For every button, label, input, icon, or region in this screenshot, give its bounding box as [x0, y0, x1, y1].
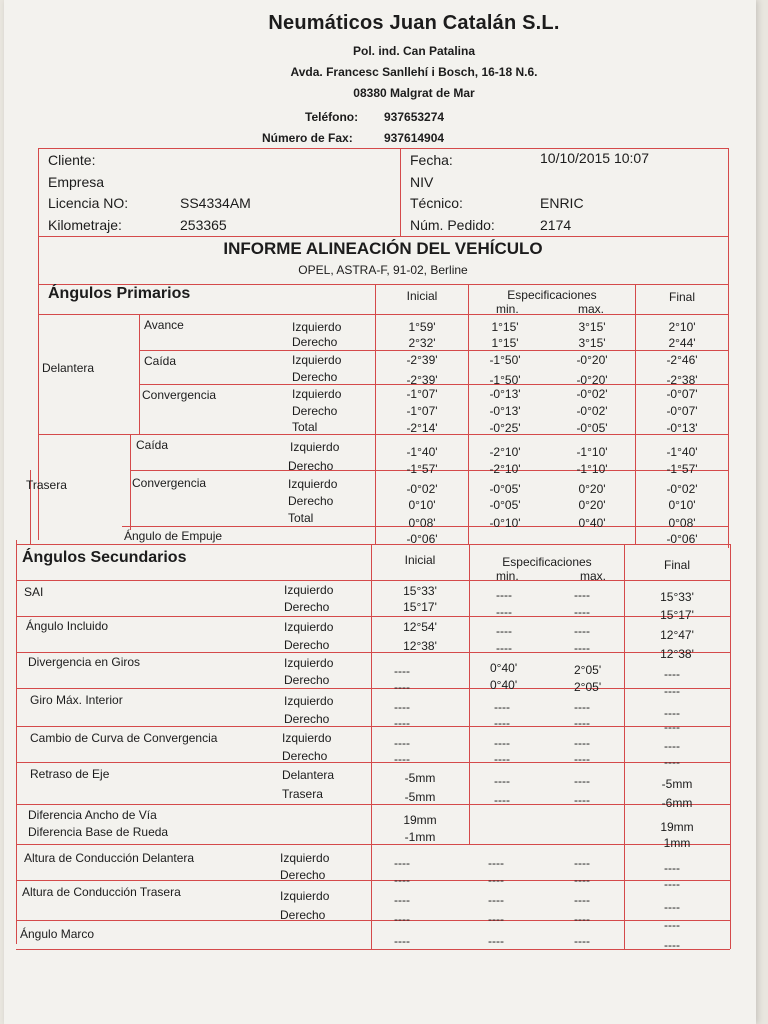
tecnico-value: ENRIC — [540, 195, 584, 211]
side-derecho: Derecho — [284, 712, 330, 726]
empty-dash: ---- — [574, 934, 590, 948]
diferencia-inicial-ancho: 19mm — [403, 813, 437, 827]
label-delantera: Delantera — [42, 361, 95, 375]
side-izquierdo: Izquierdo — [284, 620, 334, 634]
header-inicial: Inicial — [404, 553, 436, 567]
retraso-inicial-del: -5mm — [404, 771, 436, 785]
empty-dash: ---- — [664, 684, 680, 698]
divergencia-min-izq: 0°40' — [490, 661, 518, 675]
empty-dash: ---- — [574, 736, 590, 750]
side-delantera: Delantera — [282, 768, 335, 782]
address-line: Pol. ind. Can Patalina — [352, 44, 476, 58]
sai-inicial-izq: 15°33' — [403, 584, 437, 598]
primary-ini-value: 0°10' — [408, 498, 436, 512]
primary-max-value: 0°20' — [578, 498, 606, 512]
primary-fin-value: 2°44' — [668, 336, 696, 350]
primary-ini-value: -1°57' — [406, 462, 438, 476]
side-derecho: Derecho — [284, 673, 330, 687]
primary-min-value: 1°15' — [491, 336, 519, 350]
divergencia-max-der: 2°05' — [574, 680, 602, 694]
retraso-final-del: -5mm — [661, 777, 693, 791]
empty-dash: ---- — [664, 755, 680, 769]
empty-dash: ---- — [574, 912, 590, 926]
label-caida: Caída — [144, 354, 177, 368]
address-line: 08380 Malgrat de Mar — [353, 86, 475, 100]
empty-dash: ---- — [494, 736, 510, 750]
phone-label: Teléfono: — [305, 110, 359, 124]
label-avance: Avance — [144, 318, 184, 332]
primary-min-value: -0°05' — [489, 498, 521, 512]
primary-fin-value: -1°57' — [666, 462, 698, 476]
primary-fin-value: -2°46' — [666, 353, 698, 367]
km-label: Kilometraje: — [48, 217, 122, 233]
empty-dash: ---- — [664, 739, 680, 753]
primary-fin-value: 0°08' — [668, 516, 696, 530]
primary-fin-value: -0°02' — [666, 482, 698, 496]
header-especificaciones: Especificaciones — [502, 555, 592, 569]
empty-dash: ---- — [394, 736, 410, 750]
side-izquierdo: Izquierdo — [292, 387, 342, 401]
empty-dash: ---- — [664, 667, 680, 681]
empty-dash: ---- — [494, 716, 510, 730]
empty-dash: ---- — [488, 893, 504, 907]
diferencia-inicial-base: -1mm — [404, 830, 436, 844]
empty-dash: ---- — [496, 588, 512, 602]
sai-inicial-der: 15°17' — [403, 600, 437, 614]
empty-dash: ---- — [574, 774, 590, 788]
divergencia-min-der: 0°40' — [490, 678, 518, 692]
primary-max-value: -0°02' — [576, 404, 608, 418]
primary-min-value: 1°15' — [491, 320, 519, 334]
report-sheet — [4, 0, 756, 1024]
label-angulo-incluido: Ángulo Incluido — [26, 619, 109, 633]
empty-dash: ---- — [574, 716, 590, 730]
label-divergencia-giros: Divergencia en Giros — [28, 655, 141, 669]
empty-dash: ---- — [496, 641, 512, 655]
header-final: Final — [663, 558, 690, 572]
empty-dash: ---- — [488, 934, 504, 948]
empty-dash: ---- — [664, 720, 680, 734]
primary-ini-value: 2°32' — [408, 336, 436, 350]
primary-min-value: -0°13' — [489, 387, 521, 401]
empty-dash: ---- — [664, 938, 680, 952]
label-retraso-eje: Retraso de Eje — [30, 767, 110, 781]
empty-dash: ---- — [664, 877, 680, 891]
label-giro-max-interior: Giro Máx. Interior — [30, 693, 123, 707]
empty-dash: ---- — [394, 873, 410, 887]
empty-dash: ---- — [394, 752, 410, 766]
side-izquierdo: Izquierdo — [282, 731, 332, 745]
fecha-value: 10/10/2015 10:07 — [540, 150, 649, 166]
empty-dash: ---- — [496, 605, 512, 619]
empty-dash: ---- — [574, 605, 590, 619]
empty-dash: ---- — [574, 793, 590, 807]
empty-dash: ---- — [574, 641, 590, 655]
side-derecho: Derecho — [288, 494, 334, 508]
side-izquierdo: Izquierdo — [288, 477, 338, 491]
primary-max-value: -0°05' — [576, 421, 608, 435]
empty-dash: ---- — [394, 700, 410, 714]
primary-min-value: -0°25' — [489, 421, 521, 435]
empty-dash: ---- — [394, 856, 410, 870]
retraso-inicial-tra: -5mm — [404, 790, 436, 804]
side-derecho: Derecho — [292, 335, 338, 349]
side-derecho: Derecho — [292, 404, 338, 418]
empty-dash: ---- — [664, 706, 680, 720]
primary-max-value: -1°10' — [576, 462, 608, 476]
header-max: max. — [578, 302, 605, 316]
incluido-final-der: 12°38' — [660, 647, 694, 661]
incluido-inicial-izq: 12°54' — [403, 620, 437, 634]
retraso-final-tra: -6mm — [661, 796, 693, 810]
empty-dash: ---- — [494, 700, 510, 714]
primary-ini-value: -1°40' — [406, 445, 438, 459]
empty-dash: ---- — [664, 861, 680, 875]
empty-dash: ---- — [496, 624, 512, 638]
empty-dash: ---- — [574, 588, 590, 602]
report-title: INFORME ALINEACIÓN DEL VEHÍCULO — [223, 239, 543, 258]
primary-ini-value: -2°39' — [406, 373, 438, 387]
side-derecho: Derecho — [282, 749, 328, 763]
primary-min-value: -2°10' — [489, 462, 521, 476]
pedido-value: 2174 — [540, 217, 572, 233]
side-derecho: Derecho — [284, 638, 330, 652]
side-izquierdo: Izquierdo — [284, 656, 334, 670]
empty-dash: ---- — [574, 700, 590, 714]
empty-dash: ---- — [394, 934, 410, 948]
side-derecho: Derecho — [280, 868, 326, 882]
company-name: Neumáticos Juan Catalán S.L. — [268, 12, 560, 34]
primary-max-value: 0°40' — [578, 516, 606, 530]
side-derecho: Derecho — [284, 600, 330, 614]
pedido-label: Núm. Pedido: — [410, 217, 495, 233]
label-altura-trasera: Altura de Conducción Trasera — [22, 885, 181, 899]
sai-final-der: 15°17' — [660, 608, 694, 622]
label-caida-trasera: Caída — [136, 438, 169, 452]
fecha-label: Fecha: — [410, 152, 453, 168]
primary-min-value: -0°13' — [489, 404, 521, 418]
empty-dash: ---- — [664, 900, 680, 914]
empty-dash: ---- — [574, 873, 590, 887]
side-total: Total — [288, 511, 314, 525]
primary-ini-value: -1°07' — [406, 387, 438, 401]
primary-max-value: 3°15' — [578, 320, 606, 334]
niv-label: NIV — [410, 174, 434, 190]
secondary-section-title: Ángulos Secundarios — [22, 549, 187, 566]
label-diferencia-base: Diferencia Base de Rueda — [28, 825, 169, 839]
primary-fin-value: 0°10' — [668, 498, 696, 512]
sai-final-izq: 15°33' — [660, 590, 694, 604]
primary-fin-value: 2°10' — [668, 320, 696, 334]
label-angulo-marco: Ángulo Marco — [20, 927, 95, 941]
side-izquierdo: Izquierdo — [292, 320, 342, 334]
fax-value: 937614904 — [384, 131, 445, 145]
primary-fin-value: -1°40' — [666, 445, 698, 459]
empty-dash: ---- — [488, 912, 504, 926]
primary-ini-value: -0°06' — [406, 532, 438, 546]
label-cambio-curva: Cambio de Curva de Convergencia — [30, 731, 218, 745]
side-izquierdo: Izquierdo — [292, 353, 342, 367]
licencia-value: SS4334AM — [180, 195, 251, 211]
primary-section-title: Ángulos Primarios — [48, 285, 191, 302]
side-total: Total — [292, 420, 318, 434]
empty-dash: ---- — [394, 893, 410, 907]
primary-fin-value: -0°06' — [666, 532, 698, 546]
header-max: max. — [580, 569, 607, 583]
incluido-final-izq: 12°47' — [660, 628, 694, 642]
empty-dash: ---- — [494, 752, 510, 766]
header-final: Final — [668, 290, 695, 304]
empty-dash: ---- — [574, 856, 590, 870]
side-derecho: Derecho — [292, 370, 338, 384]
side-derecho: Derecho — [280, 908, 326, 922]
primary-fin-value: -2°38' — [666, 373, 698, 387]
label-convergencia-trasera: Convergencia — [132, 476, 207, 490]
fax-label: Número de Fax: — [262, 131, 353, 145]
incluido-inicial-der: 12°38' — [403, 639, 437, 653]
primary-max-value: 0°20' — [578, 482, 606, 496]
empty-dash: ---- — [394, 912, 410, 926]
primary-min-value: -1°50' — [489, 373, 521, 387]
address-line: Avda. Francesc Sanllehí i Bosch, 16-18 N.6. — [290, 65, 538, 79]
empresa-label: Empresa — [48, 174, 105, 190]
primary-min-value: -0°10' — [489, 516, 521, 530]
empty-dash: ---- — [664, 918, 680, 932]
header-min: min. — [496, 569, 519, 583]
side-izquierdo: Izquierdo — [284, 694, 334, 708]
primary-fin-value: -0°07' — [666, 387, 698, 401]
side-izquierdo: Izquierdo — [290, 440, 340, 454]
phone-value: 937653274 — [384, 110, 445, 124]
primary-ini-value: 1°59' — [408, 320, 436, 334]
side-izquierdo: Izquierdo — [284, 583, 334, 597]
header-min: min. — [496, 302, 519, 316]
diferencia-final-ancho: 19mm — [660, 820, 694, 834]
divergencia-max-izq: 2°05' — [574, 663, 602, 677]
empty-dash: ---- — [574, 624, 590, 638]
primary-max-value: -1°10' — [576, 445, 608, 459]
tecnico-label: Técnico: — [410, 195, 463, 211]
label-angulo-empuje: Ángulo de Empuje — [124, 529, 223, 543]
empty-dash: ---- — [394, 716, 410, 730]
label-convergencia: Convergencia — [142, 388, 217, 402]
side-derecho: Derecho — [288, 459, 334, 473]
primary-ini-value: 0°08' — [408, 516, 436, 530]
empty-dash: ---- — [488, 873, 504, 887]
primary-max-value: -0°20' — [576, 353, 608, 367]
company-header — [204, 12, 624, 104]
km-value: 253365 — [180, 217, 227, 233]
primary-fin-value: -0°07' — [666, 404, 698, 418]
primary-ini-value: -0°02' — [406, 482, 438, 496]
side-trasera: Trasera — [282, 787, 323, 801]
primary-ini-value: -2°14' — [406, 421, 438, 435]
cliente-label: Cliente: — [48, 152, 96, 168]
primary-ini-value: -2°39' — [406, 353, 438, 367]
side-izquierdo: Izquierdo — [280, 889, 330, 903]
primary-min-value: -1°50' — [489, 353, 521, 367]
primary-min-value: -2°10' — [489, 445, 521, 459]
side-izquierdo: Izquierdo — [280, 851, 330, 865]
primary-fin-value: -0°13' — [666, 421, 698, 435]
label-trasera: Trasera — [26, 478, 67, 492]
empty-dash: ---- — [494, 774, 510, 788]
primary-max-value: -0°02' — [576, 387, 608, 401]
header-inicial: Inicial — [406, 289, 438, 303]
vehicle-description: OPEL, ASTRA-F, 91-02, Berline — [298, 263, 468, 277]
label-diferencia-ancho: Diferencia Ancho de Vía — [28, 808, 157, 822]
licencia-label: Licencia NO: — [48, 195, 129, 211]
header-especificaciones: Especificaciones — [507, 288, 597, 302]
empty-dash: ---- — [488, 856, 504, 870]
empty-dash: ---- — [494, 793, 510, 807]
empty-dash: ---- — [394, 664, 410, 678]
label-altura-delantera: Altura de Conducción Delantera — [24, 851, 195, 865]
empty-dash: ---- — [574, 752, 590, 766]
primary-max-value: -0°20' — [576, 373, 608, 387]
diferencia-final-base: 1mm — [663, 836, 691, 850]
primary-ini-value: -1°07' — [406, 404, 438, 418]
label-sai: SAI — [24, 585, 44, 599]
empty-dash: ---- — [574, 893, 590, 907]
primary-min-value: -0°05' — [489, 482, 521, 496]
empty-dash: ---- — [394, 680, 410, 694]
primary-max-value: 3°15' — [578, 336, 606, 350]
